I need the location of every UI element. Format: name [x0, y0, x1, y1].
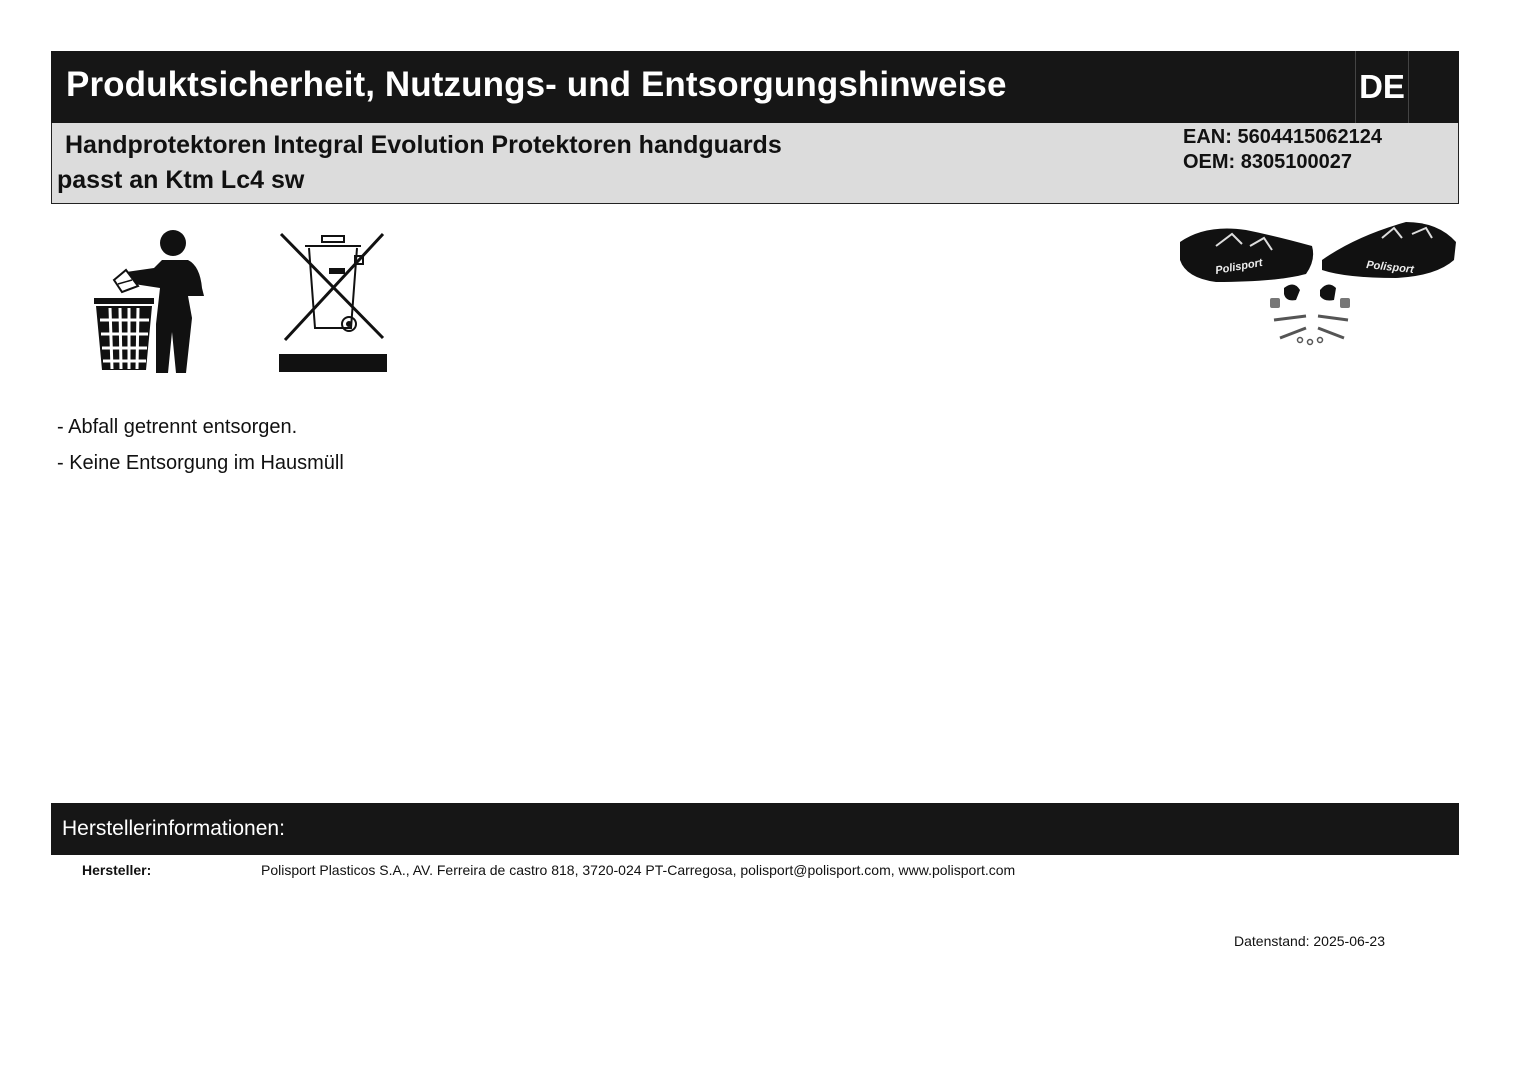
note-item: - Abfall getrennt entsorgen. — [57, 416, 298, 438]
manufacturer-section-bar — [51, 803, 1459, 855]
oem-code: OEM: 8305100027 — [1183, 151, 1353, 173]
title-bar — [51, 51, 1459, 123]
product-info-bar — [51, 123, 1459, 204]
ean-code: EAN: 5604415062124 — [1183, 126, 1383, 148]
tidyman-dispose-icon — [92, 228, 208, 374]
disposal-notes — [57, 414, 344, 486]
product-brand-text-left: Polisport — [1214, 256, 1264, 277]
product-name-line2: passt an Ktm Lc4 sw — [57, 166, 305, 194]
manufacturer-value: Polisport Plasticos S.A., AV. Ferreira de castro 818, 3720-024 PT-Carregosa, polisport@polisport.com, www.polisport.com — [261, 862, 1016, 878]
product-image — [1176, 216, 1458, 350]
data-date: Datenstand: 2025-06-23 — [1234, 933, 1385, 949]
manufacturer-key: Hersteller: — [82, 862, 152, 878]
product-name-line1: Handprotektoren Integral Evolution Protektoren handguards — [65, 131, 782, 159]
manufacturer-section-label: Herstellerinformationen: — [62, 817, 285, 840]
product-brand-text-right: Polisport — [1365, 259, 1415, 276]
language-badge: DE — [1355, 51, 1409, 123]
note-item: - Keine Entsorgung im Hausmüll — [57, 452, 344, 474]
page-title: Produktsicherheit, Nutzungs- und Entsorgungshinweise — [66, 65, 1007, 104]
crossed-out-bin-icon — [277, 230, 389, 374]
